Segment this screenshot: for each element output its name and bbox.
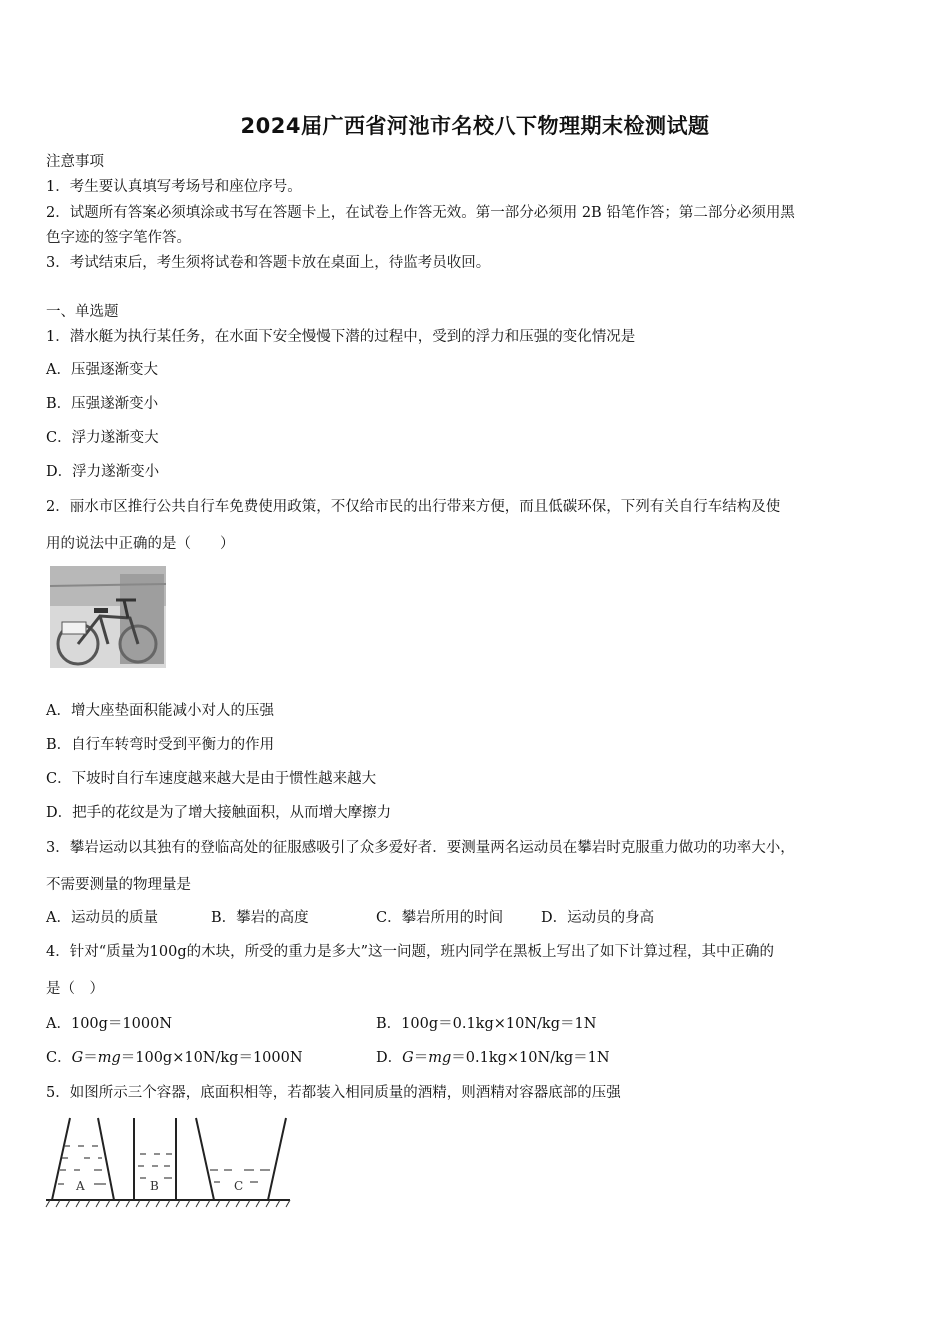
question-3-stem-cont: 不需要测量的物理量是 [46, 877, 191, 893]
question-4-option-d: D．G＝mg＝0.1kg×10N/kg＝1N [376, 1050, 610, 1066]
question-2-option-d: D．把手的花纹是为了增大接触面积，从而增大摩擦力 [46, 805, 392, 821]
question-2-stem-cont: 用的说法中正确的是（ ） [46, 536, 235, 552]
question-2-option-c: C．下坡时自行车速度越来越大是由于惯性越来越大 [46, 771, 377, 787]
question-4-option-c: C．G＝mg＝100g×10N/kg＝1000N [46, 1050, 303, 1066]
notice-heading: 注意事项 [46, 154, 104, 170]
container-b-label: B [150, 1179, 159, 1193]
question-1-option-b: B．压强遂渐变小 [46, 396, 159, 412]
notice-item: 3．考试结束后，考生须将试卷和答题卡放在桌面上，待监考员收回。 [46, 255, 491, 271]
question-2-stem: 2．丽水市区推行公共自行车免费使用政策，不仅给市民的出行带来方便，而且低碳环保，下列有关自行车结构及使 [46, 499, 781, 515]
question-4-option-a: A．100g＝1000N [46, 1016, 173, 1032]
question-3-option-a: A．运动员的质量 [46, 910, 158, 926]
section-heading: 一、单选题 [46, 304, 119, 320]
question-3-option-c: C．攀岩所用的时间 [376, 910, 504, 926]
question-4-stem: 4．针对“质量为100g的木块，所受的重力是多大”这一问题，班内同学在黑板上写出了如下计算过程，其中正确的 [46, 944, 775, 960]
question-1-option-a: A．压强逐渐变大 [46, 362, 158, 378]
question-3-option-b: B．攀岩的高度 [211, 910, 309, 926]
question-5-stem: 5．如图所示三个容器，底面积相等，若都装入相同质量的酒精，则酒精对容器底部的压强 [46, 1085, 621, 1101]
container-a-label: A [76, 1179, 85, 1193]
question-1-stem: 1．潜水艇为执行某任务，在水面下安全慢慢下潜的过程中，受到的浮力和压强的变化情况是 [46, 329, 636, 345]
question-4-stem-cont: 是（ ） [46, 981, 104, 997]
question-3-option-d: D．运动员的身高 [541, 910, 655, 926]
notice-item: 1．考生要认真填写考场号和座位序号。 [46, 179, 302, 195]
notice-item: 2．试题所有答案必须填涂或书写在答题卡上，在试卷上作答无效。第一部分必须用 2B 铅笔作答；第二部分必须用黑 [46, 205, 795, 221]
page-title: 2024届广西省河池市名校八下物理期末检测试题 [240, 114, 710, 138]
question-2-option-b: B．自行车转弯时受到平衡力的作用 [46, 737, 275, 753]
question-1-option-d: D．浮力遂渐变小 [46, 464, 160, 480]
containers-diagram [44, 1114, 294, 1210]
question-2-option-a: A．增大座垫面积能减小对人的压强 [46, 703, 274, 719]
question-4-option-b: B．100g＝0.1kg×10N/kg＝1N [376, 1016, 597, 1032]
notice-item: 色字迹的签字笔作答。 [46, 230, 191, 246]
question-1-option-c: C．浮力遂渐变大 [46, 430, 159, 446]
bicycle-photo [50, 566, 166, 668]
container-c-label: C [234, 1179, 244, 1193]
question-3-stem: 3．攀岩运动以其独有的登临高处的征服感吸引了众多爱好者．要测量两名运动员在攀岩时克服重力做功的功率大小， [46, 840, 795, 856]
